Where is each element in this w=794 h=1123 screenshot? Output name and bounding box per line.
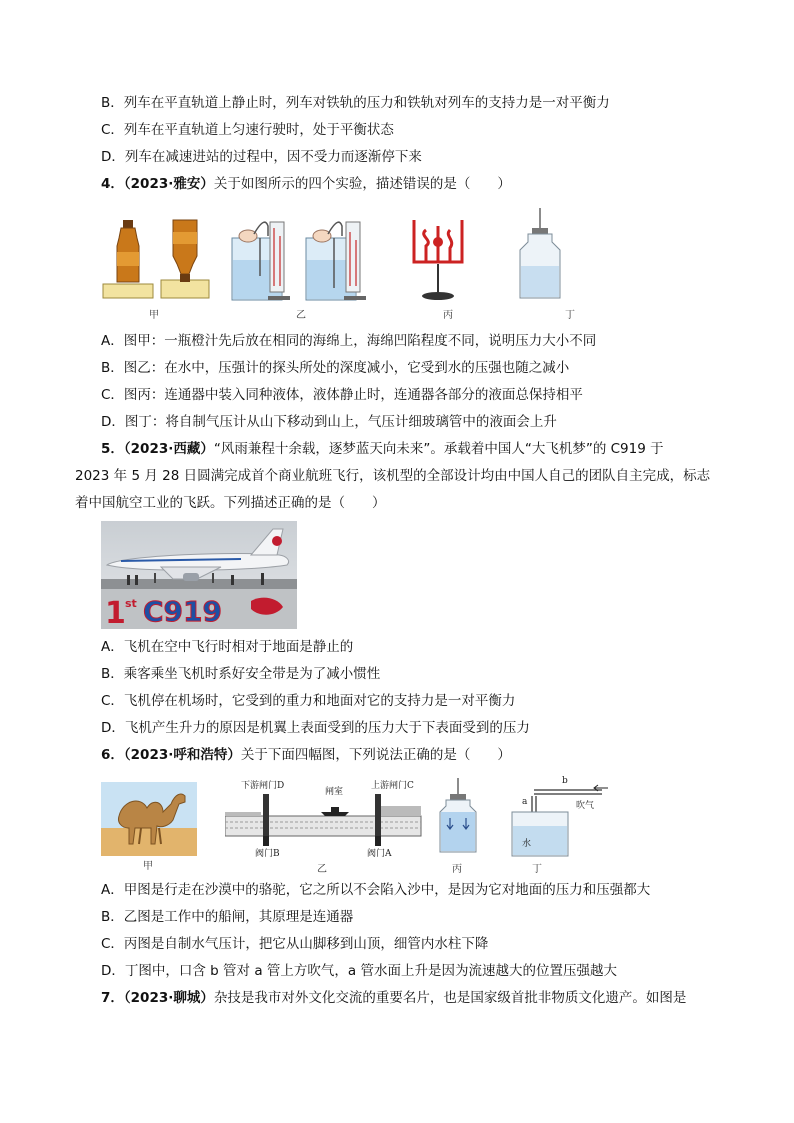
q6-figure-yi-ship-lock [225, 776, 425, 860]
q4-option-c: C．图丙：连通器中装入同种液体，液体静止时，连通器各部分的液面总保持相平 [101, 387, 583, 403]
q7-number: 7． [101, 990, 124, 1006]
lock-label-valve-a: 阀门A [367, 849, 392, 859]
lock-label-chamber: 闸室 [325, 787, 344, 797]
q4-option-a: A．图甲：一瓶橙汁先后放在相同的海绵上，海绵凹陷程度不同，说明压力大小不同 [101, 333, 597, 349]
q4-stem-text: 关于如图所示的四个实验，描述错误的是（ ） [213, 176, 511, 192]
lock-label-down-gate: 下游闸门D [241, 781, 285, 791]
q6-figure-ding-blowing [508, 774, 612, 858]
q4-caption-yi: 乙 [296, 310, 306, 321]
q5-logo-sup: st [125, 597, 137, 610]
q5-logo-prefix: 1 [105, 596, 126, 629]
q4-source: （2023·雅安） [123, 176, 214, 192]
q6-figure-jia-camel [101, 782, 197, 856]
q6-stem-text: 关于下面四幅图，下列说法正确的是（ ） [240, 747, 511, 763]
q5-option-b: B．乘客乘坐飞机时系好安全带是为了减小惯性 [101, 666, 381, 682]
q6-source: （2023·呼和浩特） [123, 747, 241, 763]
q4-figure-bing-connected-vessels [404, 216, 472, 304]
q4-figure-jia-bottles [101, 216, 211, 304]
q6-caption-bing: 丙 [452, 864, 462, 875]
q6-number: 6． [101, 747, 124, 763]
q6-stem [101, 745, 511, 765]
q5-option-a: A．飞机在空中飞行时相对于地面是静止的 [101, 639, 354, 655]
q7-stem [101, 988, 686, 1008]
q6-caption-ding: 丁 [532, 864, 542, 875]
lock-label-up-gate: 上游闸门C [371, 781, 414, 791]
ding-label-blow: 吹气 [576, 801, 595, 811]
q5-stem-line3: 着中国航空工业的飞跃。下列描述正确的是（ ） [75, 495, 386, 511]
ding-label-a: a [522, 797, 528, 807]
q5-source: （2023·西藏） [123, 441, 214, 457]
q4-figure-ding-barometer [518, 206, 566, 304]
q4-option-b: B．图乙：在水中，压强计的探头所处的深度减小，它受到水的压强也随之减小 [101, 360, 570, 376]
q6-option-b: B．乙图是工作中的船闸，其原理是连通器 [101, 909, 354, 925]
q6-figure-bing-water-barometer [438, 776, 478, 856]
q5-stem-line2: 2023 年 5 月 28 日圆满完成首个商业航班飞行，该机型的全部设计均由中国人自己的团队自主完成，标志 [75, 468, 711, 484]
q3-option-d: D．列车在减速进站的过程中，因不受力而逐渐停下来 [101, 149, 422, 165]
q4-caption-bing: 丙 [443, 310, 453, 321]
q6-caption-jia: 甲 [143, 861, 153, 872]
q6-option-d: D．丁图中，口含 b 管对 a 管上方吹气，a 管水面上升是因为流速越大的位置压强越大 [101, 963, 617, 979]
q3-option-c: C．列车在平直轨道上匀速行驶时，处于平衡状态 [101, 122, 394, 138]
q4-figure-yi-pressure-gauge [224, 216, 374, 304]
ding-label-water: 水 [522, 839, 532, 849]
q5-stem-line1 [101, 439, 664, 459]
lock-label-valve-b: 阀门B [255, 849, 280, 859]
q5-logo-text: C919 [143, 595, 222, 628]
q5-number: 5． [101, 441, 124, 457]
q4-caption-jia: 甲 [149, 310, 159, 321]
q6-option-a: A．甲图是行走在沙漠中的骆驼，它之所以不会陷入沙中，是因为它对地面的压力和压强都大 [101, 882, 651, 898]
q4-option-d: D．图丁：将自制气压计从山下移动到山上，气压计细玻璃管中的液面会上升 [101, 414, 557, 430]
q7-source: （2023·聊城） [123, 990, 214, 1006]
q4-number: 4． [101, 176, 124, 192]
q7-stem-text: 杂技是我市对外文化交流的重要名片，也是国家级首批非物质文化遗产。如图是 [213, 990, 687, 1006]
q6-option-c: C．丙图是自制水气压计，把它从山脚移到山顶，细管内水柱下降 [101, 936, 489, 952]
q5-option-c: C．飞机停在机场时，它受到的重力和地面对它的支持力是一对平衡力 [101, 693, 516, 709]
q4-caption-ding: 丁 [565, 310, 575, 321]
ding-label-b: b [562, 776, 568, 786]
q5-option-d: D．飞机产生升力的原因是机翼上表面受到的压力大于下表面受到的压力 [101, 720, 530, 736]
q5-stem-text-1: “风雨兼程十余载，逐梦蓝天向未来”。承载着中国人“大飞机梦”的 C919 于 [213, 441, 664, 457]
q4-stem [101, 174, 511, 194]
q3-option-b: B．列车在平直轨道上静止时，列车对铁轨的压力和铁轨对列车的支持力是一对平衡力 [101, 95, 610, 111]
q6-caption-yi: 乙 [317, 864, 327, 875]
q5-c919-photo [101, 521, 297, 629]
